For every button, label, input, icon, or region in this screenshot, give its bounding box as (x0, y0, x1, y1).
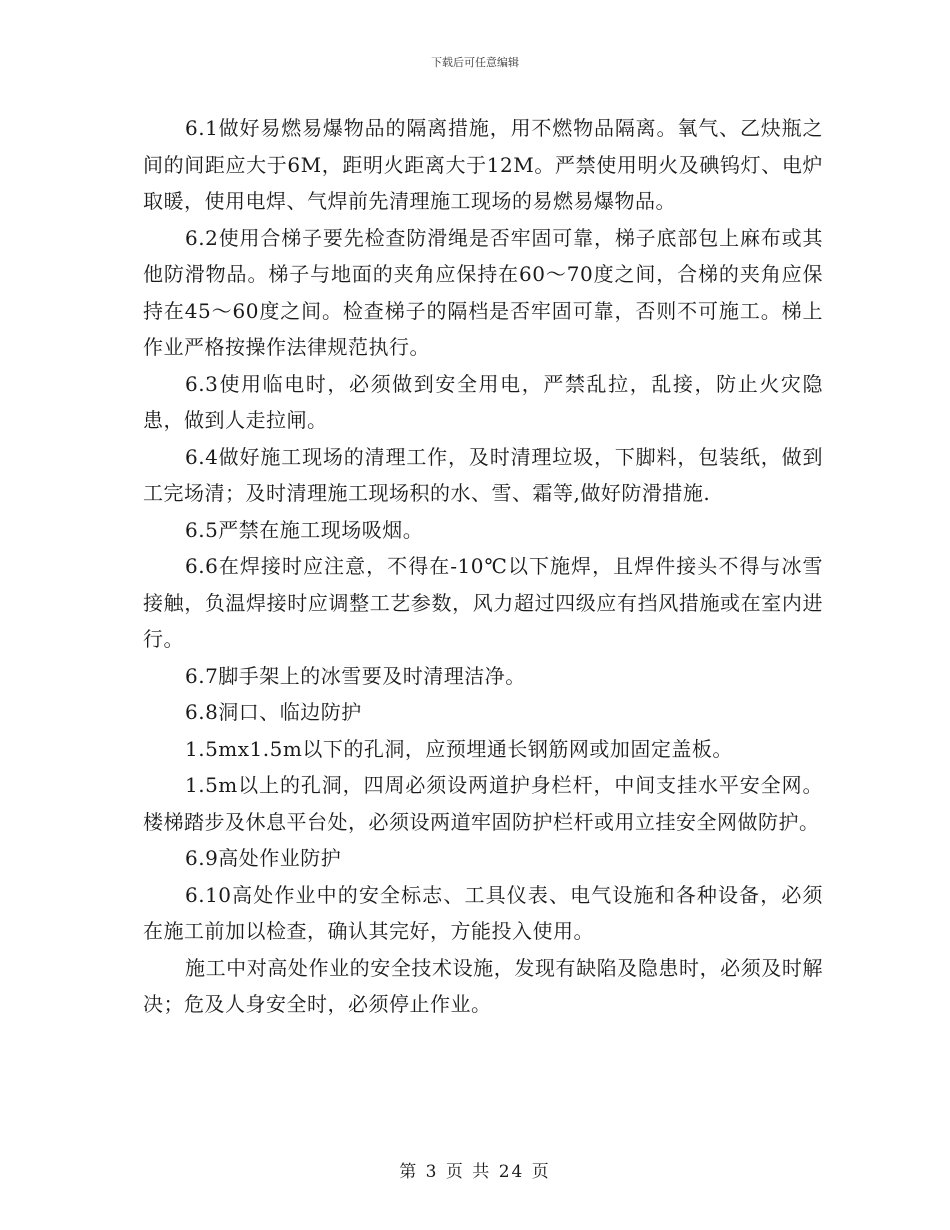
paragraph-6-9-heading: 6.9高处作业防护 (185, 846, 342, 870)
paragraph-6-10: 6.10高处作业中的安全标志、工具仪表、电气设施和各种设备，必须在施工前加以检查，确认其完好，方能投入使用。 (143, 882, 823, 943)
paragraph-hole-small: 1.5mx1.5m以下的孔洞，应预埋通长钢筋网或加固定盖板。 (185, 736, 733, 761)
document-body (143, 110, 823, 1023)
paragraph-6-6: 6.6在焊接时应注意，不得在-10℃以下施焊，且焊件接头不得与冰雪接触，负温焊接时应调整工艺参数，风力超过四级应有挡风措施或在室内进行。 (143, 554, 823, 651)
paragraph-6-2: 6.2使用合梯子要先检查防滑绳是否牢固可靠，梯子底部包上麻布或其他防滑物品。梯子与地面的夹角应保持在60～70度之间，合梯的夹角应保持在45～60度之间。检查梯子的隔档是否牢固可靠，否则不可施工。梯上作业严格按操作法律规范执行。 (143, 225, 823, 359)
paragraph-6-3: 6.3使用临电时，必须做到安全用电，严禁乱拉，乱接，防止火灾隐患，做到人走拉闸。 (143, 371, 823, 432)
paragraph-6-5: 6.5严禁在施工现场吸烟。 (185, 517, 424, 542)
paragraph-defects: 施工中对高处作业的安全技术设施，发现有缺陷及隐患时，必须及时解决；危及人身安全时，必须停止作业。 (143, 955, 823, 1016)
page-header: 下载后可任意编辑 (431, 56, 519, 69)
paragraph-6-7: 6.7脚手架上的冰雪要及时清理洁净。 (185, 663, 526, 688)
paragraph-6-4: 6.4做好施工现场的清理工作，及时清理垃圾，下脚料，包装纸，做到工完场清；及时清理施工现场积的水、雪、霜等,做好防滑措施. (143, 444, 823, 505)
paragraph-6-8-heading: 6.8洞口、临边防护 (185, 700, 362, 724)
page-number-footer: 第 3 页 共 24 页 (399, 1162, 551, 1182)
paragraph-6-1: 6.1做好易燃易爆物品的隔离措施，用不燃物品隔离。氧气、乙炔瓶之间的间距应大于6M，距明火距离大于12M。严禁使用明火及碘钨灯、电炉取暖，使用电焊、气焊前先清理施工现场的易燃易爆物品。 (143, 116, 823, 213)
paragraph-hole-large: 1.5m以上的孔洞，四周必须设两道护身栏杆，中间支挂水平安全网。楼梯踏步及休息平台处，必须设两道牢固防护栏杆或用立挂安全网做防护。 (143, 773, 823, 834)
